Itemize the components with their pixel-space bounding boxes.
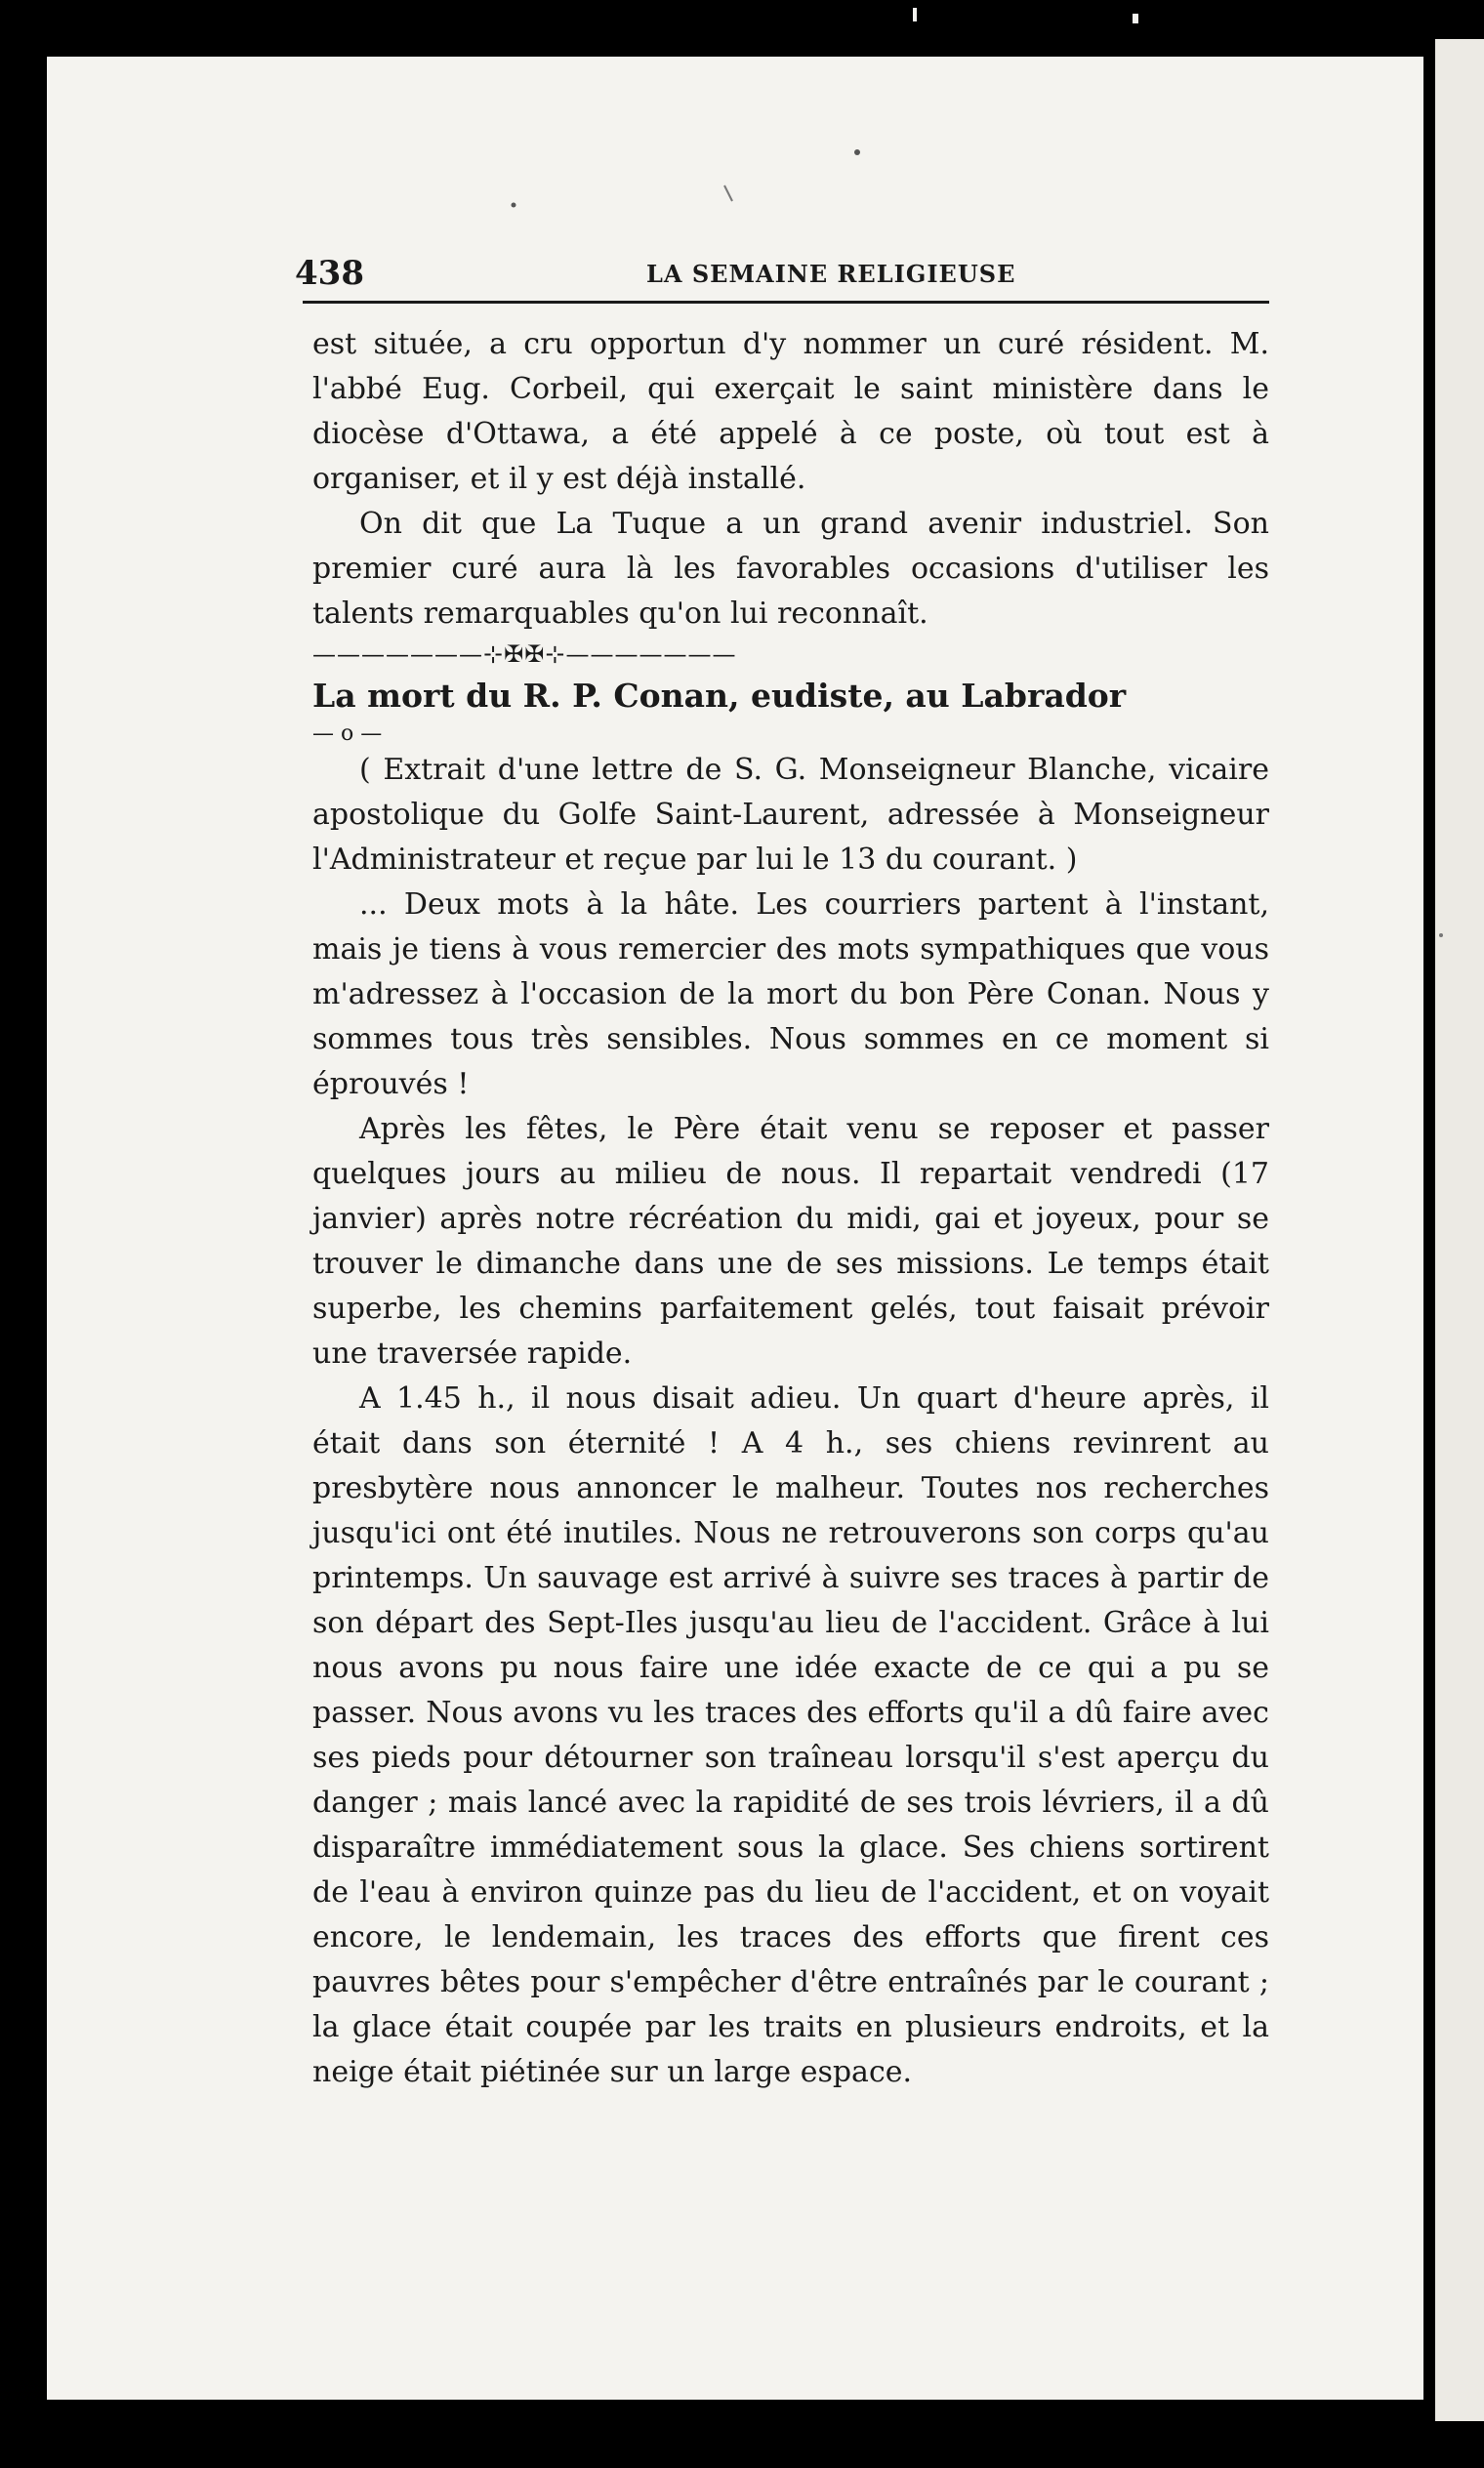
page-header [295, 250, 1267, 293]
article-title: La mort du R. P. Conan, eudiste, au Labrador [312, 677, 1127, 715]
facing-page-edge [1435, 39, 1484, 2421]
title-ornament: — o — [312, 721, 383, 746]
page-body [312, 322, 1269, 2095]
header-rule [303, 301, 1269, 304]
running-title: LA SEMAINE RELIGIEUSE [646, 260, 1016, 288]
article-paragraph-1: ... Deux mots à la hâte. Les courriers partent à l'instant, mais je tiens à vous remercier des mots sympathiques que vous m'adressez à l'occasion de la mort du bon Père Conan. Nous y sommes tous très sensibles. Nous sommes en ce moment si éprouvés ! [312, 887, 1269, 1101]
article-paragraph-3: A 1.45 h., il nous disait adieu. Un quart d'heure après, il était dans son éternité ! A 4 h., ses chiens revinrent au presbytère nous annoncer le malheur. Toutes nos recherches jusqu'ici ont été inutiles. Nous ne retrouverons son corps qu'au printemps. Un sauvage est arrivé à suivre ses traces à partir de son départ des Sept-Iles jusqu'au lieu de l'accident. Grâce à lui nous avons pu nous faire une idée exacte de ce qui a pu se passer. Nous avons vu les traces des efforts qu'il a dû faire avec ses pieds pour détourner son traîneau lorsqu'il s'est aperçu du danger ; mais lancé avec la rapidité de ses trois lévriers, il a dû disparaître immédiatement sous la glace. Ses chiens sortirent de l'eau à environ quinze pas du lieu de l'accident, et on voyait encore, le lendemain, les traces des efforts que firent ces pauvres bêtes pour s'empêcher d'être entraînés par le courant ; la glace était coupée par les traits en plusieurs endroits, et la neige était piétinée sur un large espace. [312, 1381, 1269, 2089]
article-intro: ( Extrait d'une lettre de S. G. Monseigneur Blanche, vicaire apostolique du Golfe Saint-Laurent, adressée à Monseigneur l'Administrateur et reçue par lui le 13 du courant. ) [312, 753, 1269, 877]
paragraph-continued: est située, a cru opportun d'y nommer un curé résident. M. l'abbé Eug. Corbeil, qui exerçait le saint ministère dans le diocèse d'Ottawa, a été appelé à ce poste, où tout est à organiser, et il y est déjà installé. [312, 327, 1269, 496]
section-ornament: ———————⊹✠✠⊹——————— [312, 640, 737, 668]
article-paragraph-2: Après les fêtes, le Père était venu se reposer et passer quelques jours au milieu de nous. Il repartait vendredi (17 janvier) après notre récréation du midi, gai et joyeux, pour se trouver le dimanche dans une de ses missions. Le temps était superbe, les chemins parfaitement gelés, tout faisait prévoir une traversée rapide. [312, 1112, 1269, 1371]
page-number: 438 [295, 254, 364, 293]
paragraph-la-tuque: On dit que La Tuque a un grand avenir industriel. Son premier curé aura là les favorables occasions d'utiliser les talents remarquables qu'on lui reconnaît. [312, 507, 1269, 631]
